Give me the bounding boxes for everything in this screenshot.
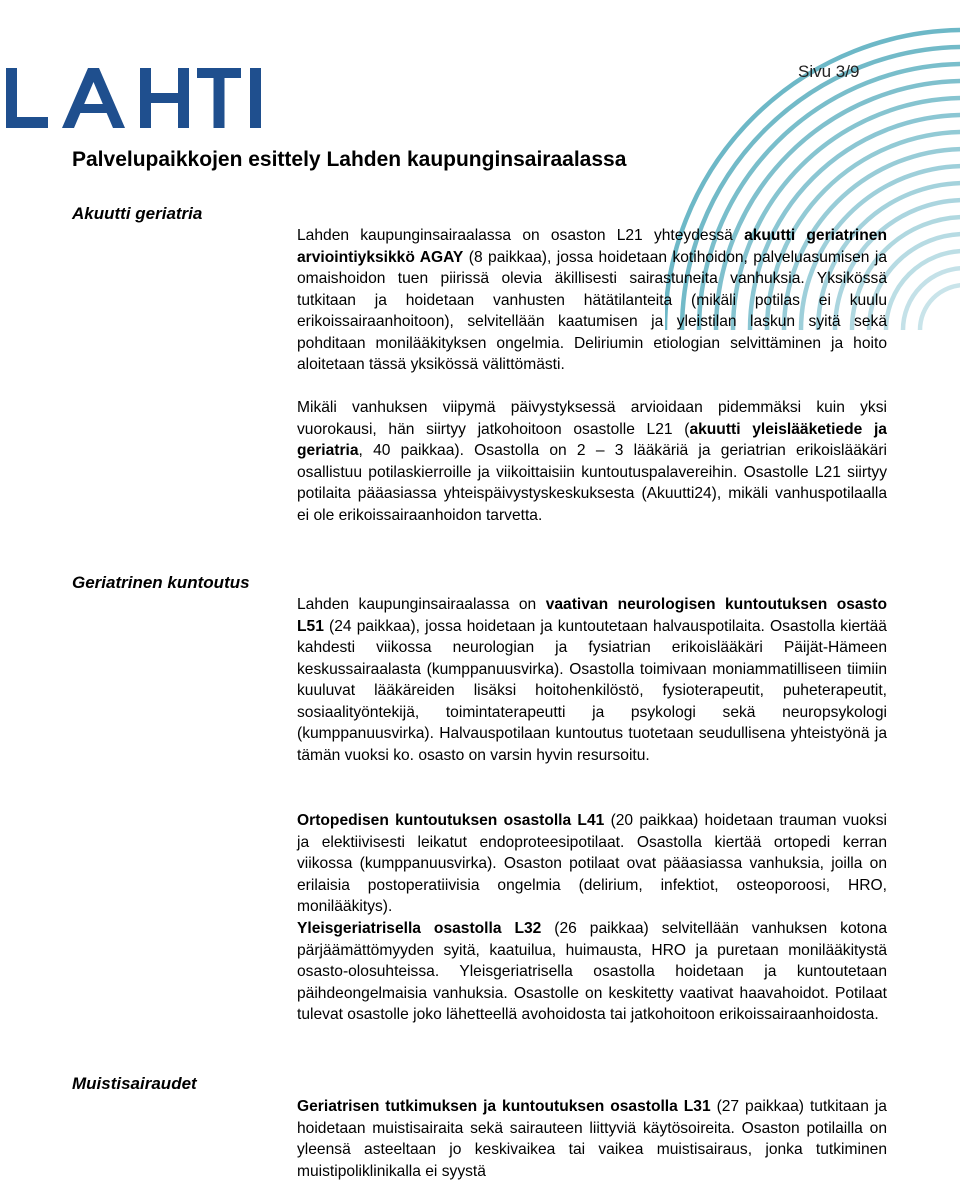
decorative-arc xyxy=(920,285,960,330)
section-label-akuutti-geriatria: Akuutti geriatria xyxy=(72,204,203,223)
page-title: Palvelupaikkojen esittely Lahden kaupunginsairaalassa xyxy=(72,148,627,171)
section-text-muistisairaudet-p1: Geriatrisen tutkimuksen ja kuntoutuksen osastolla L31 (27 paikkaa) tutkitaan ja hoidetaan muistisairaita sekä sairauteen liittyviä käytösoireita. Osaston potilailla on yleensä asteeltaan jo keskivaikea tai vaikea muistisairaus, jonka tutkiminen muistipoliklinikalla ei syystä xyxy=(297,1098,887,1180)
lahti-logo xyxy=(0,66,262,130)
section-text-geriatrinen-kuntoutus-p2: Ortopedisen kuntoutuksen osastolla L41 (20 paikkaa) hoidetaan trauman vuoksi ja elektiivisesti leikatut endoproteesipotilaat. Osastolla kiertää ortopedi kerran viikossa (kumppanuusvirka). Osaston potilaat ovat pääasiassa vanhuksia, joilla on erilaisia postoperatiivisia ongelmia (delirium, infektiot, osteoporoosi, HRO, monilääkitys). xyxy=(297,812,887,915)
section-label-geriatrinen-kuntoutus: Geriatrinen kuntoutus xyxy=(72,573,250,592)
page-number: Sivu 3/9 xyxy=(798,62,860,81)
section-text-akuutti-geriatria-p1: Lahden kaupunginsairaalassa on osaston L21 yhteydessä akuutti geriatrinen arviointiyksikkö AGAY (8 paikkaa), jossa hoidetaan kotihoidon, palveluasumisen ja omaishoidon tuen piirissä olevia äkillisesti sairastuneita vanhuksia. Yksikössä tutkitaan ja hoidetaan vanhusten hätätilanteita (mikäli potilas ei kuulu erikoissairaanhoitoon), selvitellään kaatumisen ja yleistilan laskun syitä sekä pohditaan monilääkityksen ongelmia. Deliriumin etiologian selvittäminen ja hoito aloitetaan tässä yksikössä välittömästi. xyxy=(297,227,888,373)
section-text-geriatrinen-kuntoutus-p3: Yleisgeriatrisella osastolla L32 (26 paikkaa) selvitellään vanhuksen kotona pärjäämättömyyden syitä, kaatuilua, huimausta, HRO ja puretaan monilääkitystä osasto-olosuhteissa. Yleisgeriatrisella osastolla hoidetaan ja kuntoutetaan päihdeongelmaisia vanhuksia. Osastolle on keskitetty vaativat haavahoidot. Potilaat tulevat osastolle joko lähetteellä avohoidosta tai jatkohoitoon erikoissairaanhoidosta. xyxy=(297,920,887,1023)
section-label-muistisairaudet: Muistisairaudet xyxy=(72,1074,197,1093)
section-text-geriatrinen-kuntoutus-p1: Lahden kaupunginsairaalassa on vaativan neurologisen kuntoutuksen osasto L51 (24 paikkaa), jossa hoidetaan ja kuntoutetaan halvauspotilaita. Osastolla kiertää kahdesti viikossa neurologian ja fysiatrian erikoislääkäri Päijät-Hämeen keskussairaalasta (kumppanuusvirka). Osastolla toimivaan moniammatilliseen tiimiin kuuluvat lääkäreiden lisäksi hoitohenkilöstö, fysioterapeutit, puheterapeutit, sosiaalityöntekijä, toimintaterapeutti ja psykologi sekä neuropsykologi (kumppanuusvirka). Halvauspotilaan kuntoutus tuotetaan seudullisena yhteistyönä ja tämän vuoksi ko. osasto on varsin hyvin resursoitu. xyxy=(297,596,887,764)
section-text-akuutti-geriatria-p2: Mikäli vanhuksen viipymä päivystyksessä arvioidaan pidemmäksi kuin yksi vuorokausi, hän siirtyy jatkohoitoon osastolle L21 (akuutti yleislääketiede ja geriatria, 40 paikkaa). Osastolla on 2 – 3 lääkäriä ja geriatrian erikoislääkäri osallistuu potilaskierroille ja viikoittaisiin kuntoutuspalavereihin. Osastolle L21 siirtyy potilaita pääasiassa yhteispäivystyskeskuksesta (Akuutti24), mikäli vanhuspotilaalla ei ole erikoissairaanhoidon tarvetta. xyxy=(297,399,887,524)
